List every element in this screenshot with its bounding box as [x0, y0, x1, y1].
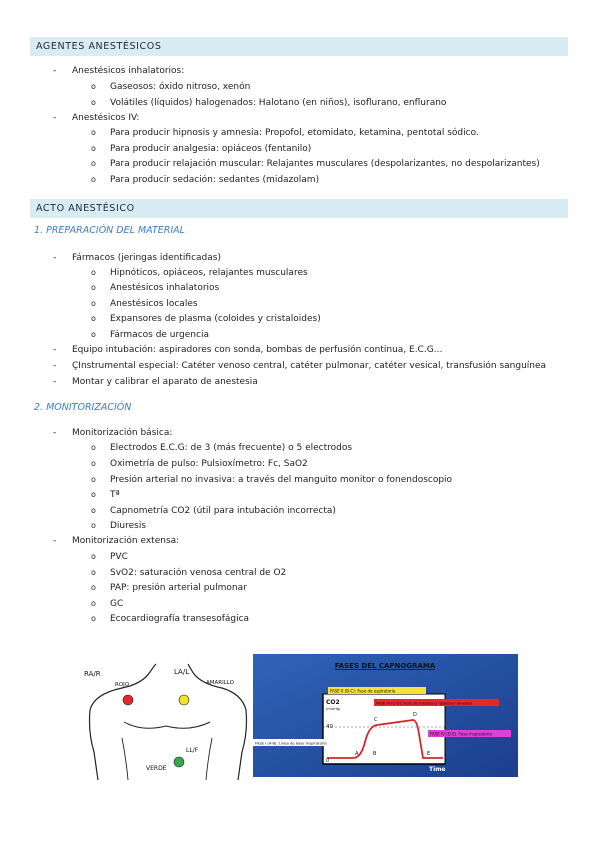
- circle-bullet: o: [91, 330, 96, 339]
- capno-x-label: Time: [429, 766, 446, 773]
- list-item: Para producir relajación muscular: Relajantes musculares (despolarizantes, no despolarizantes): [110, 159, 540, 169]
- list-item: Expansores de plasma (coloides y cristaloides): [110, 314, 321, 324]
- label-la: LA/L: [174, 668, 190, 676]
- list-item: Equipo intubación: aspiradores con sonda, bombas de perfusión continua, E.C.G…: [72, 345, 443, 355]
- list-item: Montar y calibrar el aparato de anestesia: [72, 377, 258, 387]
- farmacos-heading: Fármacos (jeringas identificadas): [72, 253, 221, 263]
- phase1-label: FASE I (A-B): Línea de base inspiratoria: [255, 741, 327, 746]
- circle-bullet: o: [91, 475, 96, 484]
- point-e: E: [427, 751, 431, 757]
- phase4-label: FASE IV (D-E): Fase inspiratoria: [430, 731, 492, 737]
- list-item: Tª: [110, 490, 120, 500]
- dash-bullet: -: [53, 377, 57, 387]
- dash-bullet: -: [53, 66, 57, 76]
- phase2-label: FASE II (B-C): Fase de espiratoria: [330, 688, 396, 694]
- section-header-agentes: AGENTES ANESTÉSICOS: [30, 37, 568, 56]
- electrode-yellow: [179, 695, 189, 705]
- circle-bullet: o: [91, 583, 96, 592]
- point-c: C: [374, 717, 378, 723]
- label-verde: VERDE: [146, 765, 167, 772]
- capno-y-tick: 40: [326, 724, 333, 730]
- capno-y-label: CO2: [326, 699, 340, 706]
- capnogram-figure: [253, 654, 518, 777]
- dash-bullet: -: [53, 253, 57, 263]
- circle-bullet: o: [91, 98, 96, 107]
- list-item: Fármacos de urgencia: [110, 330, 209, 340]
- list-item: Electrodos E.C.G: de 3 (más frecuente) o 5 electrodos: [110, 443, 353, 453]
- subheading-preparacion: 1. PREPARACIÓN DEL MATERIAL: [34, 225, 185, 236]
- circle-bullet: o: [91, 552, 96, 561]
- circle-bullet: o: [91, 82, 96, 91]
- circle-bullet: o: [91, 144, 96, 153]
- list-item: Anestésicos inhalatorios: [110, 283, 220, 293]
- inhal-heading: Anestésicos inhalatorios:: [72, 66, 185, 76]
- circle-bullet: o: [91, 283, 96, 292]
- point-a: A: [355, 751, 359, 757]
- label-amarillo: AMARILLO: [206, 680, 234, 686]
- subheading-monitorizacion: 2. MONITORIZACIÓN: [34, 402, 132, 413]
- point-d: D: [413, 712, 417, 718]
- circle-bullet: o: [91, 159, 96, 168]
- list-item: Para producir analgesia: opiáceos (fentanilo): [110, 144, 312, 154]
- capno-title: FASES DEL CAPNOGRAMA: [334, 662, 436, 670]
- list-item: Para producir sedación: sedantes (midazolam): [110, 175, 320, 185]
- list-item: ÇInstrumental especial: Catéter venoso central, catéter pulmonar, catéter vesical, transfusión sanguínea: [72, 361, 547, 371]
- list-item: Presión arterial no invasiva: a través del manguito monitor o fonendoscopio: [110, 475, 453, 485]
- circle-bullet: o: [91, 443, 96, 452]
- circle-bullet: o: [91, 268, 96, 277]
- list-item: Anestésicos locales: [110, 299, 198, 309]
- list-item: Oximetría de pulso: Pulsioxímetro: Fc, SaO2: [110, 459, 308, 469]
- label-ra: RA/R: [84, 670, 101, 678]
- electrode-red: [123, 695, 133, 705]
- list-item: PVC: [110, 552, 128, 562]
- dash-bullet: -: [53, 536, 57, 546]
- chest-line: [124, 722, 210, 728]
- circle-bullet: o: [91, 599, 96, 608]
- circle-bullet: o: [91, 614, 96, 623]
- capno-y-zero: 0: [326, 758, 330, 764]
- list-item: Capnometría CO2 (útil para intubación incorrecta): [110, 506, 336, 516]
- list-item: Diuresis: [110, 521, 147, 531]
- list-item: Volátiles (líquidos) halogenados: Halotano (en niños), isoflurano, enflurano: [110, 98, 447, 108]
- circle-bullet: o: [91, 299, 96, 308]
- iv-heading: Anestésicos IV:: [72, 113, 140, 123]
- list-item: GC: [110, 599, 124, 609]
- circle-bullet: o: [91, 521, 96, 530]
- dash-bullet: -: [53, 428, 57, 438]
- phase3-label: FASE III (C-D): Fase de meseta o "plateau" alveolar: [376, 700, 473, 706]
- point-b: B: [373, 751, 377, 757]
- ecg-electrode-diagram: [82, 662, 252, 780]
- list-item: SvO2: saturación venosa central de O2: [110, 568, 287, 578]
- label-rojo: ROJO: [115, 682, 130, 688]
- capno-y-unit: (mmHg): [326, 707, 341, 711]
- label-ll: LL/F: [186, 747, 199, 754]
- dash-bullet: -: [53, 345, 57, 355]
- circle-bullet: o: [91, 314, 96, 323]
- dash-bullet: -: [53, 361, 57, 371]
- list-item: Ecocardiografía transesofágica: [110, 614, 250, 624]
- circle-bullet: o: [91, 568, 96, 577]
- list-item: Hipnóticos, opiáceos, relajantes musculares: [110, 268, 308, 278]
- circle-bullet: o: [91, 175, 96, 184]
- circle-bullet: o: [91, 506, 96, 515]
- list-item: Gaseosos: óxido nitroso, xenón: [110, 82, 251, 92]
- list-item: Para producir hipnosis y amnesia: Propofol, etomidato, ketamina, pentotal sódico.: [110, 128, 479, 138]
- basic-heading: Monitorización básica:: [72, 428, 173, 438]
- section-header-acto: ACTO ANESTÉSICO: [30, 199, 568, 218]
- electrode-green: [174, 757, 184, 767]
- circle-bullet: o: [91, 459, 96, 468]
- dash-bullet: -: [53, 113, 57, 123]
- circle-bullet: o: [91, 128, 96, 137]
- circle-bullet: o: [91, 490, 96, 499]
- list-item: PAP: presión arterial pulmonar: [110, 583, 247, 593]
- ext-heading: Monitorización extensa:: [72, 536, 180, 546]
